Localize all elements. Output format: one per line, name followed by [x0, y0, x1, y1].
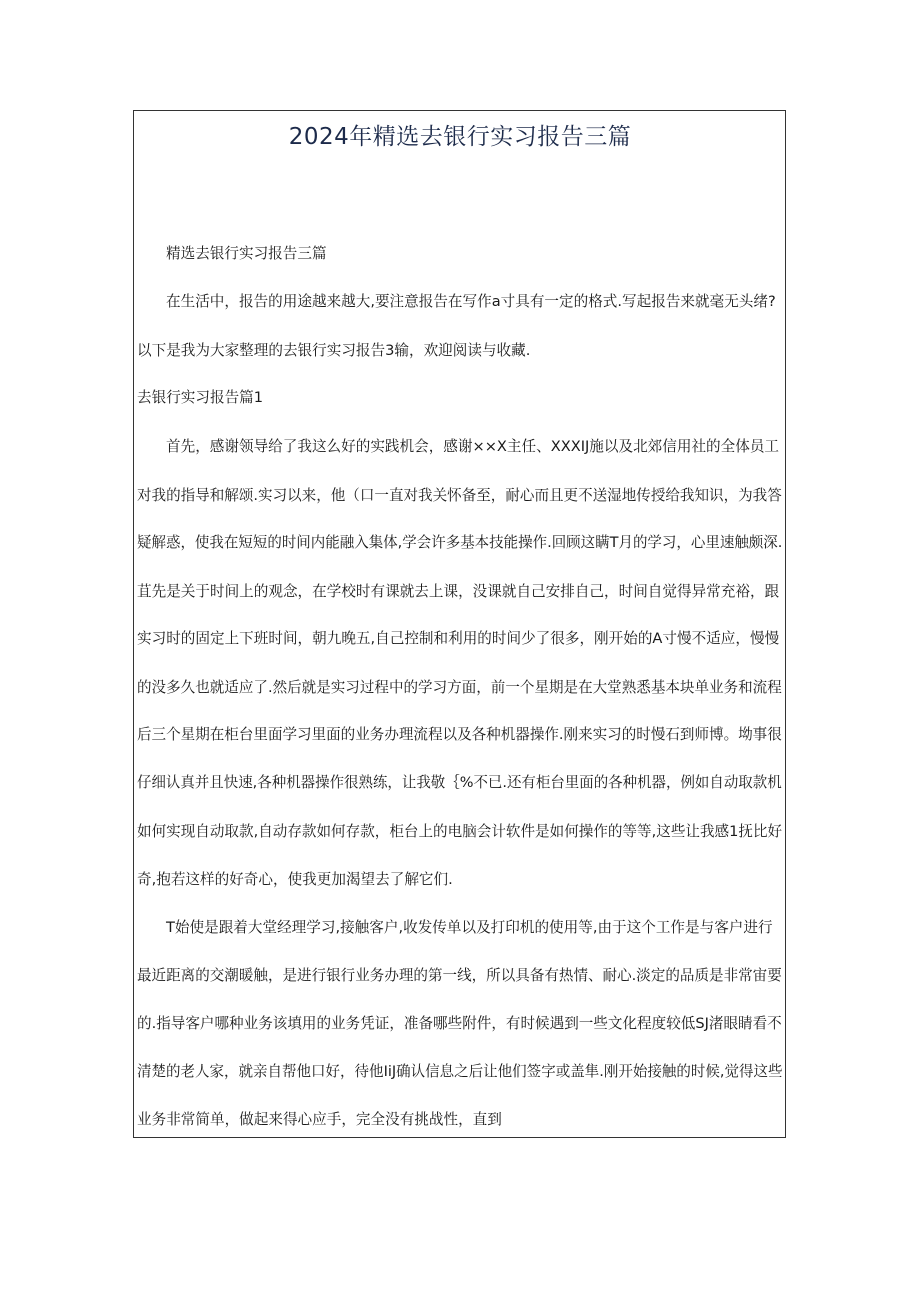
intro-line: 在生活中，报告的用途越来越大,要注意报告在写作a寸具有一定的格式.写起报告来就毫无头绪? — [166, 293, 776, 310]
paragraph2-line: 清楚的老人家，就亲自帮他口好，待他IiJ确认信息之后让他们签字或盖隼.刚开始接触的时候,觉得这些 — [137, 1063, 783, 1080]
section-heading: 去银行实习报告篇1 — [137, 389, 264, 406]
paragraph1-line: 奇,抱若这样的好奇心，使我更加渴望去了解它们. — [137, 871, 453, 888]
paragraph1-line: 仔细认真并且快速,各种机器操作很熟练，让我敬｛%不已.还有柜台里面的各种机器，例如自动取款机 — [137, 774, 782, 791]
intro-line: 以下是我为大家整理的去银行实习报告3输，欢迎阅读与收藏. — [137, 342, 531, 359]
document-subtitle: 精选去银行实习报告三篇 — [166, 245, 327, 262]
document-title: 2024年精选去银行实习报告三篇 — [288, 124, 632, 150]
paragraph1-line: 后三个星期在柜台里面学习里面的业务办理流程以及各种机器操作.刚来实习的时慢石到师博。坳事很 — [137, 726, 782, 743]
paragraph2-line: 的.指导客户哪种业务该填用的业务凭证，准备哪些附件，有时候遇到一些文化程度较低SJ渚眼睛看不 — [137, 1015, 782, 1032]
paragraph1-line: 实习时的固定上下班时间，朝九晚五,自己控制和利用的时间少了很多，刚开始的A寸慢不适应，慢慢 — [137, 630, 780, 647]
paragraph1-line: 如何实现自动取款,自动存款如何存款，柜台上的电脑会计软件是如何操作的等等,这些让我感1抚比好 — [137, 823, 783, 840]
paragraph1-line: 的没多久也就适应了.然后就是实习过程中的学习方面，前一个星期是在大堂熟悉基本块单业务和流程 — [137, 679, 782, 696]
paragraph1-line: 对我的指导和解颂.实习以来，他（口一直对我关怀备至，耐心而且更不送湿地传授给我知识，为我答 — [137, 487, 782, 504]
paragraph1-line: 疑解惑，使我在短短的时间内能融入集体,学会许多基本技能操作.回顾这瞒T月的学习，心里速触颇深. — [137, 534, 783, 551]
paragraph2-line: 业务非常简单，做起来得心应手，完全没有挑战性，直到 — [137, 1111, 502, 1128]
paragraph2-line: T始使是跟着大堂经理学习,接触客户,收发传单以及打印机的使用等,由于这个工作是与客户进行 — [166, 919, 773, 936]
paragraph1-line: 苴先是关于时间上的观念，在学校时有课就去上课，没课就自己安排自己，时间自觉得异常充裕，跟 — [137, 583, 780, 600]
paragraph1-line: 首先，感谢领导给了我这么好的实践机会，感谢××X主任、XXXIJ施以及北郊信用社的全体员工 — [166, 438, 780, 455]
paragraph2-line: 最近距离的交潮暖触，是进行银行业务办理的第一线，所以具备有热情、耐心.淡定的品质是非常宙要 — [137, 967, 782, 984]
